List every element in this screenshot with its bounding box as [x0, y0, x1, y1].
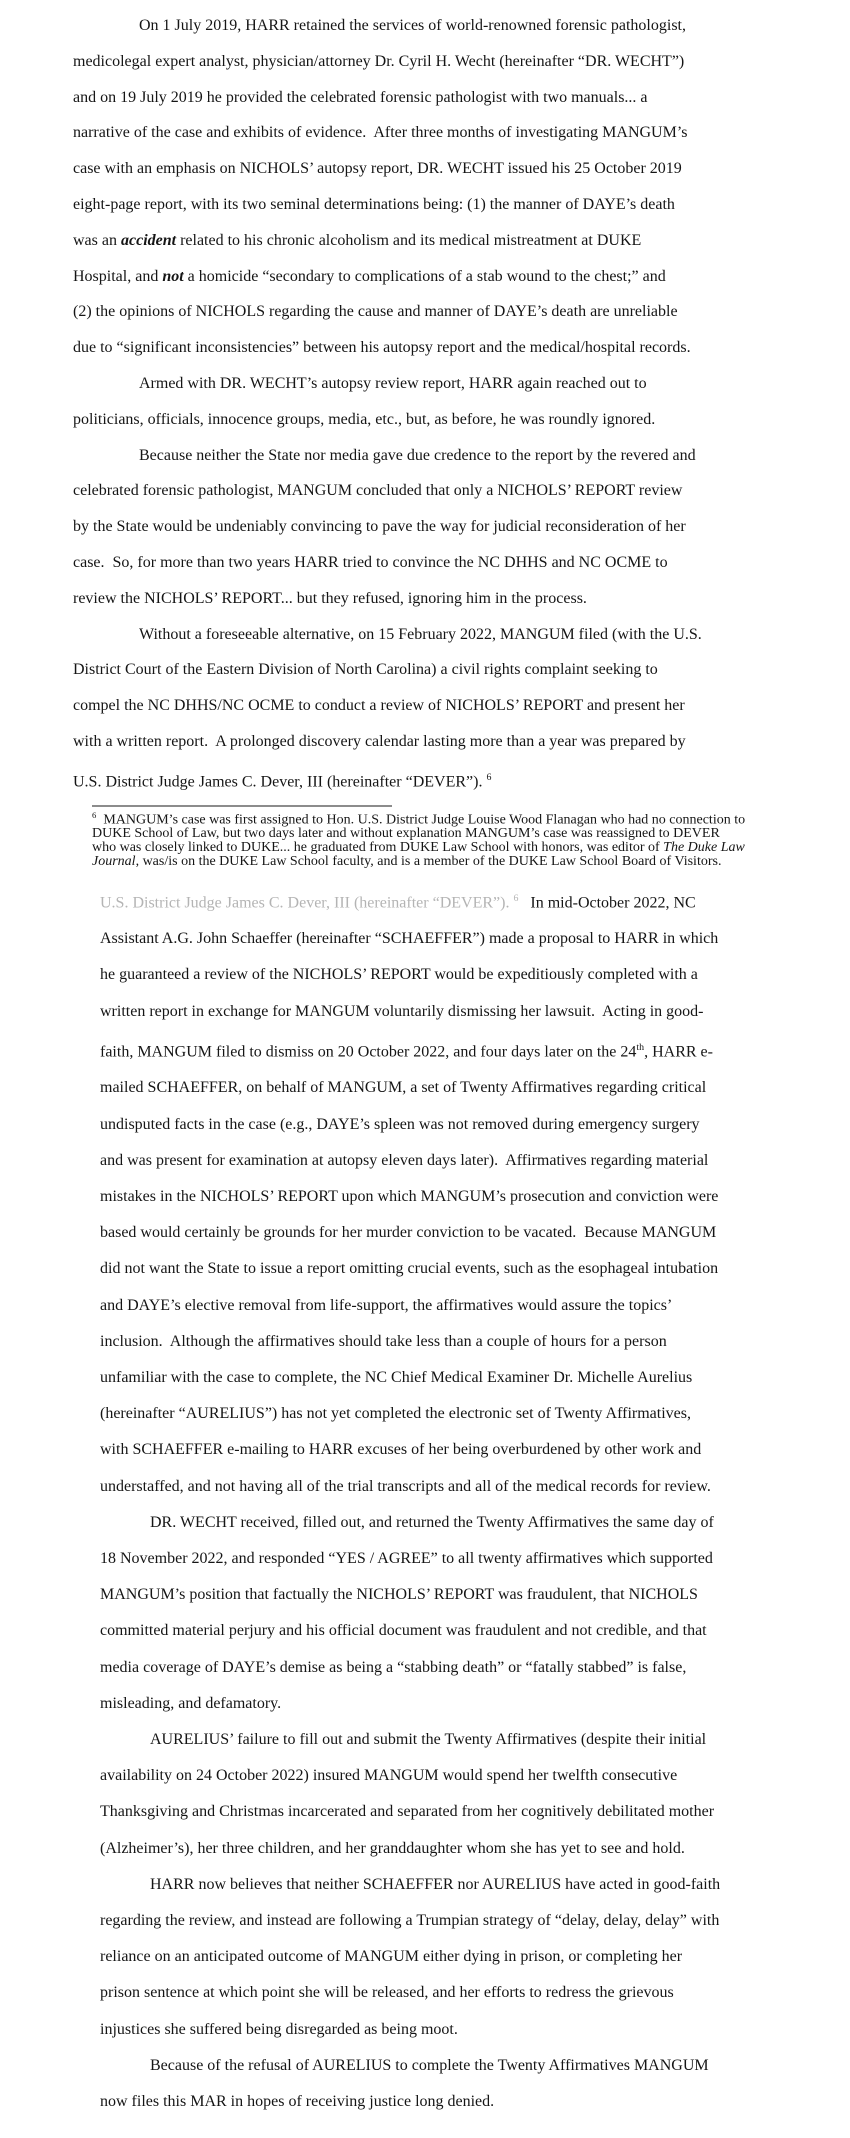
- text-segment: Thanksgiving and Christmas incarcerated and separated from her cognitively debilitated mother: [100, 1803, 715, 1821]
- text-segment: due to “significant inconsistencies” between his autopsy report and the medical/hospital records.: [73, 339, 691, 357]
- text-segment: Because neither the State nor media gave due credence to the report by the revered and: [139, 446, 696, 464]
- text-segment: Armed with DR. WECHT’s autopsy review report, HARR again reached out to: [139, 374, 647, 392]
- text-segment: mistakes in the NICHOLS’ REPORT upon which MANGUM’s prosecution and conviction were: [100, 1187, 719, 1205]
- text-line: [100, 957, 850, 993]
- text-line: [73, 366, 850, 402]
- text-segment: eight-page report, with its two seminal determinations being: (1) the manner of DAYE’s death: [73, 195, 675, 213]
- text-segment: (Alzheimer’s), her three children, and her granddaughter whom she has yet to see and hold.: [100, 1839, 685, 1857]
- text-line: [92, 841, 850, 855]
- text-line: [73, 509, 850, 545]
- text-segment: not: [162, 267, 184, 285]
- text-line: [100, 1577, 850, 1613]
- text-segment: HARR now believes that neither SCHAEFFER nor AURELIUS have acted in good-faith: [150, 1875, 721, 1893]
- text-segment: prison sentence at which point she will be released, and her efforts to redress the grievous: [100, 1984, 674, 2002]
- text-line: [73, 581, 850, 617]
- text-segment: politicians, officials, innocence groups, media, etc., but, as before, he was roundly ignored.: [73, 410, 656, 428]
- text-segment: injustices she suffered being disregarded as being moot.: [100, 2020, 458, 2038]
- text-segment: regarding the review, and instead are following a Trumpian strategy of “delay, delay, delay” with: [100, 1912, 720, 1930]
- text-segment: District Court of the Eastern Division of North Carolina) a civil rights complaint seeking to: [73, 661, 658, 679]
- text-line: [73, 545, 850, 581]
- text-segment: now files this MAR in hopes of receiving justice long denied.: [100, 2093, 495, 2111]
- page2-body-text: [0, 881, 850, 2121]
- text-line: [92, 809, 850, 827]
- text-segment: misleading, and defamatory.: [100, 1694, 282, 1712]
- text-segment: , was/is on the DUKE Law School faculty, and is a member of the DUKE Law School Board of Visitors.: [135, 853, 722, 869]
- text-segment: and was present for examination at autopsy eleven days later). Affirmatives regarding material: [100, 1151, 709, 1169]
- text-line: [100, 1686, 850, 1722]
- footnote-separator: [92, 805, 392, 807]
- text-line: [73, 724, 850, 760]
- text-segment: case with an emphasis on NICHOLS’ autopsy report, DR. WECHT issued his 25 October 2019: [73, 160, 682, 178]
- text-segment: The Duke Law: [663, 840, 745, 856]
- text-segment: he guaranteed a review of the NICHOLS’ REPORT would be expeditiously completed with a: [100, 966, 698, 984]
- ghost-text: U.S. District Judge James C. Dever, III (hereinafter “DEVER”).: [100, 894, 514, 912]
- text-segment: , HARR e-: [644, 1043, 713, 1061]
- text-segment: Hospital, and: [73, 267, 163, 285]
- text-segment: was an: [73, 231, 121, 249]
- text-line: [73, 259, 850, 295]
- text-line: [100, 1722, 850, 1758]
- paragraph-5: [100, 2048, 850, 2120]
- page1-body-text: [0, 0, 850, 800]
- text-segment: DUKE School of Law, but two days later and without explanation MANGUM’s case was reassigned to DEVER: [92, 826, 720, 842]
- text-line: [73, 617, 850, 653]
- text-segment: narrative of the case and exhibits of evidence. After three months of investigating MANGUM’s: [73, 124, 688, 142]
- text-segment: mailed SCHAEFFER, on behalf of MANGUM, a set of Twenty Affirmatives regarding critical: [100, 1079, 707, 1097]
- text-segment: media coverage of DAYE’s demise as being a “stabbing death” or “fatally stabbed” is false,: [100, 1658, 687, 1676]
- text-segment: based would certainly be grounds for her murder conviction to be vacated. Because MANGUM: [100, 1224, 717, 1242]
- text-segment: th: [636, 1041, 645, 1053]
- text-line: [100, 994, 850, 1030]
- text-line: [73, 438, 850, 474]
- text-segment: by the State would be undeniably convincing to pave the way for judicial reconsideration of her: [73, 518, 686, 536]
- ghost-text: 6: [513, 892, 519, 904]
- text-line: [73, 44, 850, 80]
- text-segment: DR. WECHT received, filled out, and returned the Twenty Affirmatives the same day of: [150, 1513, 714, 1531]
- text-line: [100, 921, 850, 957]
- text-segment: who was closely linked to DUKE... he graduated from DUKE Law School with honors, was editor of: [92, 840, 664, 856]
- text-segment: AURELIUS’ failure to fill out and submit the Twenty Affirmatives (despite their initial: [150, 1731, 707, 1749]
- text-segment: and DAYE’s elective removal from life-support, the affirmatives would assure the topics’: [100, 1296, 673, 1314]
- text-line: [100, 1251, 850, 1287]
- text-line: [100, 1215, 850, 1251]
- text-line: [100, 1758, 850, 1794]
- text-line: [73, 760, 850, 800]
- text-line: [100, 1070, 850, 1106]
- text-line: [100, 1324, 850, 1360]
- text-line: [100, 1432, 850, 1468]
- text-line: [100, 1143, 850, 1179]
- text-line: [100, 1867, 850, 1903]
- text-line: [73, 151, 850, 187]
- text-line: [100, 1107, 850, 1143]
- text-segment: availability on 24 October 2022) insured MANGUM would spend her twelfth consecutive: [100, 1767, 678, 1785]
- text-line: [100, 1360, 850, 1396]
- text-segment: compel the NC DHHS/NC OCME to conduct a review of NICHOLS’ REPORT and present her: [73, 697, 685, 715]
- text-segment: review the NICHOLS’ REPORT... but they refused, ignoring him in the process.: [73, 589, 587, 607]
- text-line: [100, 1505, 850, 1541]
- text-segment: committed material perjury and his official document was fraudulent and not credible, and that: [100, 1622, 707, 1640]
- text-line: [73, 688, 850, 724]
- text-line: [92, 827, 850, 841]
- text-segment: and on 19 July 2019 he provided the celebrated forensic pathologist with two manuals... a: [73, 88, 648, 106]
- text-segment: understaffed, and not having all of the trial transcripts and all of the medical records for review.: [100, 1477, 711, 1495]
- text-segment: Because of the refusal of AURELIUS to complete the Twenty Affirmatives MANGUM: [150, 2056, 709, 2074]
- text-segment: MANGUM’s position that factually the NICHOLS’ REPORT was fraudulent, that NICHOLS: [100, 1586, 698, 1604]
- paragraph-1: [92, 809, 850, 869]
- text-segment: unfamiliar with the case to complete, the NC Chief Medical Examiner Dr. Michelle Aurelius: [100, 1369, 693, 1386]
- text-segment: undisputed facts in the case (e.g., DAYE’s spleen was not removed during emergency surgery: [100, 1115, 700, 1133]
- text-segment: with a written report. A prolonged discovery calendar lasting more than a year was prepared by: [73, 732, 686, 750]
- paragraph-1: [100, 881, 850, 1505]
- paragraph-2: [100, 1505, 850, 1722]
- text-segment: medicolegal expert analyst, physician/attorney Dr. Cyril H. Wecht (hereinafter “DR. WECHT”): [73, 52, 685, 70]
- paragraph-4: [73, 617, 850, 800]
- paragraph-1: [73, 8, 850, 366]
- text-line: [100, 1179, 850, 1215]
- text-line: [100, 1903, 850, 1939]
- text-segment: Without a foreseeable alternative, on 15 February 2022, MANGUM filed (with the U.S.: [139, 625, 702, 643]
- text-segment: did not want the State to issue a report omitting crucial events, such as the esophageal intubation: [100, 1260, 719, 1278]
- text-segment: case. So, for more than two years HARR tried to convince the NC DHHS and NC OCME to: [73, 553, 668, 571]
- text-segment: celebrated forensic pathologist, MANGUM concluded that only a NICHOLS’ REPORT review: [73, 482, 683, 500]
- text-segment: 18 November 2022, and responded “YES / AGREE” to all twenty affirmatives which supported: [100, 1550, 713, 1568]
- text-segment: with SCHAEFFER e-mailing to HARR excuses of her being overburdened by other work and: [100, 1441, 702, 1459]
- text-line: [100, 1469, 850, 1505]
- paragraph-3: [100, 1722, 850, 1867]
- paragraph-3: [73, 438, 850, 617]
- text-line: [100, 1650, 850, 1686]
- text-line: [73, 187, 850, 223]
- text-segment: (2) the opinions of NICHOLS regarding the cause and manner of DAYE’s death are unreliable: [73, 303, 678, 321]
- text-line: [100, 1288, 850, 1324]
- text-segment: (hereinafter “AURELIUS”) has not yet completed the electronic set of Twenty Affirmatives,: [100, 1405, 691, 1423]
- text-line: [73, 473, 850, 509]
- text-segment: a homicide “secondary to complications of a stab wound to the chest;” and: [183, 267, 666, 285]
- text-line: [100, 1975, 850, 2011]
- text-line: [100, 2048, 850, 2084]
- text-segment: In mid-October 2022, NC: [518, 894, 696, 912]
- text-line: [100, 1030, 850, 1071]
- text-line: [73, 294, 850, 330]
- text-line: [73, 652, 850, 688]
- text-line: [73, 115, 850, 151]
- text-segment: reliance on an anticipated outcome of MANGUM either dying in prison, or completing her: [100, 1948, 683, 1966]
- paragraph-2: [73, 366, 850, 438]
- text-line: [100, 2084, 850, 2120]
- text-line: [100, 2012, 850, 2048]
- text-line: [73, 80, 850, 116]
- text-segment: Assistant A.G. John Schaeffer (hereinafter “SCHAEFFER”) made a proposal to HARR in which: [100, 930, 719, 948]
- text-segment: 6: [92, 809, 97, 820]
- text-segment: U.S. District Judge James C. Dever, III (hereinafter “DEVER”).: [73, 773, 487, 791]
- text-segment: MANGUM’s case was first assigned to Hon. U.S. District Judge Louise Wood Flanagan who had no connection to: [96, 812, 746, 828]
- text-line: [100, 1939, 850, 1975]
- text-line: [100, 1831, 850, 1867]
- footnote-block: [0, 809, 850, 869]
- text-segment: written report in exchange for MANGUM voluntarily dismissing her lawsuit. Acting in good-: [100, 1002, 704, 1020]
- text-segment: related to his chronic alcoholism and its medical mistreatment at DUKE: [176, 231, 642, 249]
- text-line: [100, 1396, 850, 1432]
- text-segment: On 1 July 2019, HARR retained the services of world-renowned forensic pathologist,: [139, 17, 686, 34]
- text-line: [100, 881, 850, 922]
- text-line: [92, 855, 850, 869]
- text-segment: Journal: [92, 853, 136, 869]
- text-segment: faith, MANGUM filed to dismiss on 20 October 2022, and four days later on the 24: [100, 1043, 637, 1061]
- text-segment: accident: [120, 231, 177, 249]
- paragraph-4: [100, 1867, 850, 2048]
- text-line: [100, 1541, 850, 1577]
- text-line: [73, 402, 850, 438]
- text-line: [73, 223, 850, 259]
- text-line: [73, 8, 850, 44]
- text-line: [100, 1794, 850, 1830]
- text-segment: 6: [486, 771, 492, 783]
- text-line: [73, 330, 850, 366]
- text-segment: inclusion. Although the affirmatives should take less than a couple of hours for a person: [100, 1332, 667, 1350]
- text-line: [100, 1613, 850, 1649]
